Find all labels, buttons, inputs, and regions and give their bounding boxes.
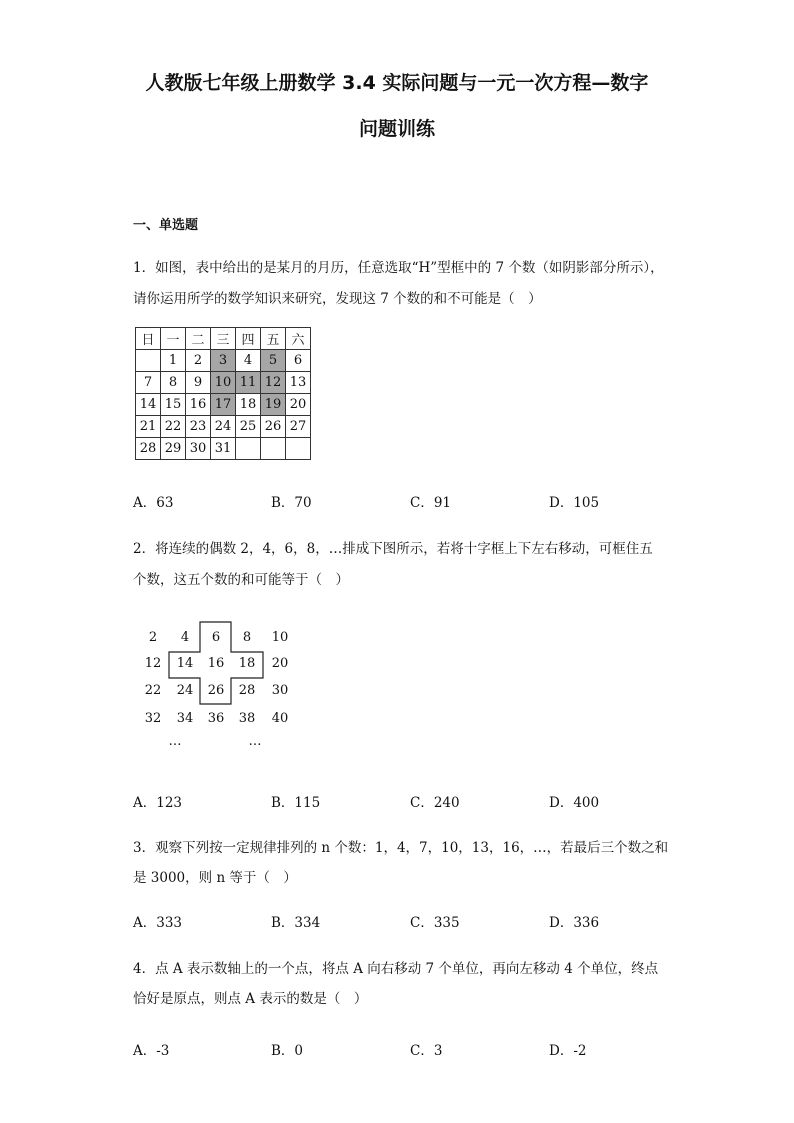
calendar-cell: 22 [161,416,186,438]
q1-option-b: B．70 [271,495,312,511]
calendar-cell: 7 [136,372,161,394]
calendar-cell: 29 [161,438,186,460]
q4-text-line1: 4．点 A 表示数轴上的一个点，将点 A 向右移动 7 个单位，再向左移动 4 个单位，终点 [133,961,659,977]
even-number-grid [136,620,306,760]
calendar-cell: 1 [161,350,186,372]
calendar-cell: 17 [211,394,236,416]
calendar-cell [286,438,311,460]
q2-option-b: B．115 [271,795,321,811]
grid-ellipsis: … [168,734,182,749]
grid-number: 24 [176,683,194,698]
calendar-cell: 6 [286,350,311,372]
calendar-cell: 19 [261,394,286,416]
q2-option-d: D．400 [549,795,600,811]
calendar-row [136,394,311,416]
grid-number: 28 [238,683,256,698]
calendar-cell [136,350,161,372]
q4-option-a: A．-3 [133,1043,170,1059]
grid-number: 36 [207,711,225,726]
q2-text-line1: 2．将连续的偶数 2，4，6，8，…排成下图所示，若将十字框上下左右移动，可框住五 [133,541,653,557]
calendar-row [136,350,311,372]
grid-number: 34 [176,711,194,726]
calendar-cell: 31 [211,438,236,460]
calendar-header-cell: 一 [161,328,186,350]
q3-option-b: B．334 [271,915,321,931]
calendar-cell: 24 [211,416,236,438]
doc-title-line2: 问题训练 [358,118,435,140]
grid-number: 26 [207,683,225,698]
calendar-row [136,372,311,394]
q1-option-c: C．91 [410,495,452,511]
calendar-row [136,416,311,438]
grid-number: 38 [238,711,256,726]
calendar-cell: 25 [236,416,261,438]
calendar-cell [261,438,286,460]
grid-number: 8 [242,630,252,645]
calendar-cell: 9 [186,372,211,394]
q2-option-c: C．240 [410,795,460,811]
q4-option-b: B．0 [271,1043,304,1059]
calendar-cell [236,438,261,460]
calendar-cell: 12 [261,372,286,394]
calendar-header-cell: 四 [236,328,261,350]
q3-option-c: C．335 [410,915,460,931]
calendar-cell: 3 [211,350,236,372]
q3-option-a: A．333 [133,915,183,931]
calendar-cell: 20 [286,394,311,416]
section-heading: 一、单选题 [133,218,199,233]
q4-text-line2: 恰好是原点，则点 A 表示的数是（ ） [133,991,368,1007]
calendar-cell: 11 [236,372,261,394]
q2-option-a: A．123 [133,795,183,811]
q3-text-line1: 3．观察下列按一定规律排列的 n 个数：1，4，7，10，13，16，…，若最后三个数之和 [133,840,669,856]
calendar-header-cell: 二 [186,328,211,350]
calendar-cell: 8 [161,372,186,394]
grid-number: 22 [144,683,162,698]
q1-option-a: A．63 [133,495,174,511]
grid-number: 40 [271,711,289,726]
calendar-cell: 16 [186,394,211,416]
calendar-row [136,438,311,460]
calendar-cell: 27 [286,416,311,438]
calendar-cell: 26 [261,416,286,438]
calendar-header-row [136,328,311,350]
q3-option-d: D．336 [549,915,600,931]
grid-number: 10 [271,630,289,645]
grid-number: 12 [144,656,162,671]
grid-number: 18 [238,656,256,671]
calendar-cell: 30 [186,438,211,460]
q1-text-line2: 请你运用所学的数学知识来研究，发现这 7 个数的和不可能是（ ） [133,291,542,307]
calendar-cell: 15 [161,394,186,416]
calendar-cell: 18 [236,394,261,416]
calendar-cell: 2 [186,350,211,372]
grid-number: 6 [211,630,221,645]
grid-number: 4 [180,630,190,645]
grid-number: 30 [271,683,289,698]
grid-number: 20 [271,656,289,671]
q3-text-line2: 是 3000，则 n 等于（ ） [133,870,297,886]
calendar-cell: 23 [186,416,211,438]
q2-text-line2: 个数，这五个数的和可能等于（ ） [133,572,349,588]
calendar-header-cell: 六 [286,328,311,350]
doc-title-line1: 人教版七年级上册数学 3.4 实际问题与一元一次方程—数字 [145,72,649,94]
grid-number: 2 [148,630,158,645]
grid-number: 14 [176,656,194,671]
calendar-header-cell: 三 [211,328,236,350]
q1-option-d: D．105 [549,495,600,511]
grid-number: 32 [144,711,162,726]
calendar-cell: 13 [286,372,311,394]
calendar-header-cell: 日 [136,328,161,350]
calendar-cell: 4 [236,350,261,372]
calendar-cell: 14 [136,394,161,416]
q1-text-line1: 1．如图，表中给出的是某月的月历，任意选取“H”型框中的 7 个数（如阴影部分所示）， [133,260,664,276]
calendar-table [135,327,311,460]
calendar-cell: 28 [136,438,161,460]
calendar-cell: 5 [261,350,286,372]
q4-option-d: D．-2 [549,1043,587,1059]
q4-option-c: C．3 [410,1043,443,1059]
calendar-cell: 10 [211,372,236,394]
grid-ellipsis: … [248,734,262,749]
grid-number: 16 [207,656,225,671]
calendar-header-cell: 五 [261,328,286,350]
calendar-cell: 21 [136,416,161,438]
